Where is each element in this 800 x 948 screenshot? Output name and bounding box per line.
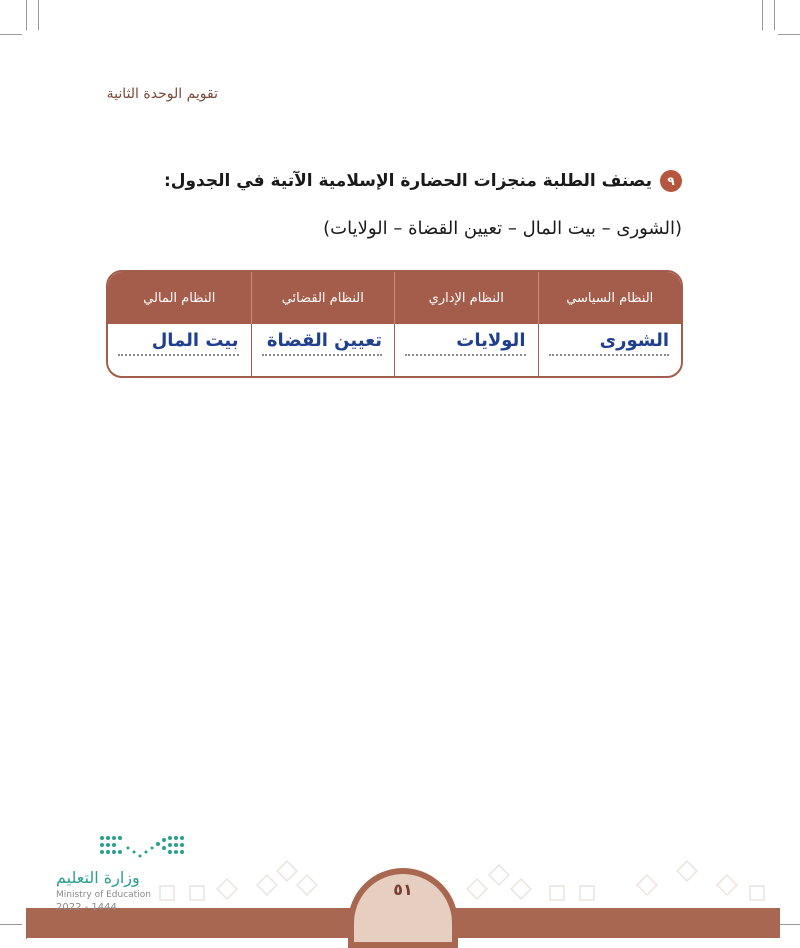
ministry-logo (56, 832, 196, 912)
logo-year-text: 2022 - 1444 (56, 902, 117, 913)
table-answer-row (108, 324, 681, 376)
question-9 (164, 170, 682, 192)
answer-cell-administrative[interactable] (394, 324, 538, 376)
header-judicial-system: النظام القضائي (251, 272, 395, 324)
logo-dots-icon (98, 832, 188, 862)
answer-text: تعيين القضاة (266, 330, 382, 351)
dotted-line (118, 354, 239, 356)
header-political-system: النظام السياسي (538, 272, 682, 324)
unit-review-title: تقويم الوحدة الثانية (106, 86, 218, 102)
crop-mark (778, 34, 800, 35)
items-list: (الشورى – بيت المال – تعيين القضاة – الولايات) (323, 218, 682, 239)
crop-mark (26, 0, 27, 30)
logo-english-text: Ministry of Education (56, 890, 151, 900)
page-number: ٥١ (393, 880, 413, 899)
crop-mark (774, 0, 775, 30)
logo-arabic-text: وزارة التعليم (56, 868, 140, 887)
question-text: يصنف الطلبة منجزات الحضارة الإسلامية الآتية في الجدول: (163, 171, 652, 191)
answer-text: الشورى (599, 330, 669, 351)
answer-cell-judicial[interactable] (251, 324, 395, 376)
answer-text: بيت المال (151, 330, 239, 351)
crop-mark (0, 924, 22, 925)
answer-text: الولايات (456, 330, 526, 351)
crop-mark (38, 0, 39, 30)
crop-mark (762, 0, 763, 30)
table-header-row (108, 272, 681, 324)
crop-mark (778, 924, 800, 925)
header-financial-system: النظام المالي (143, 290, 216, 306)
dotted-line (549, 354, 670, 356)
header-administrative-system: النظام الإداري (394, 272, 538, 324)
question-number-badge: ٩ (660, 170, 682, 192)
crop-mark (0, 34, 22, 35)
answer-cell-financial[interactable] (108, 324, 251, 376)
dotted-line (405, 354, 526, 356)
dotted-line (262, 354, 383, 356)
answer-cell-political[interactable] (538, 324, 682, 376)
classification-table (106, 270, 683, 378)
